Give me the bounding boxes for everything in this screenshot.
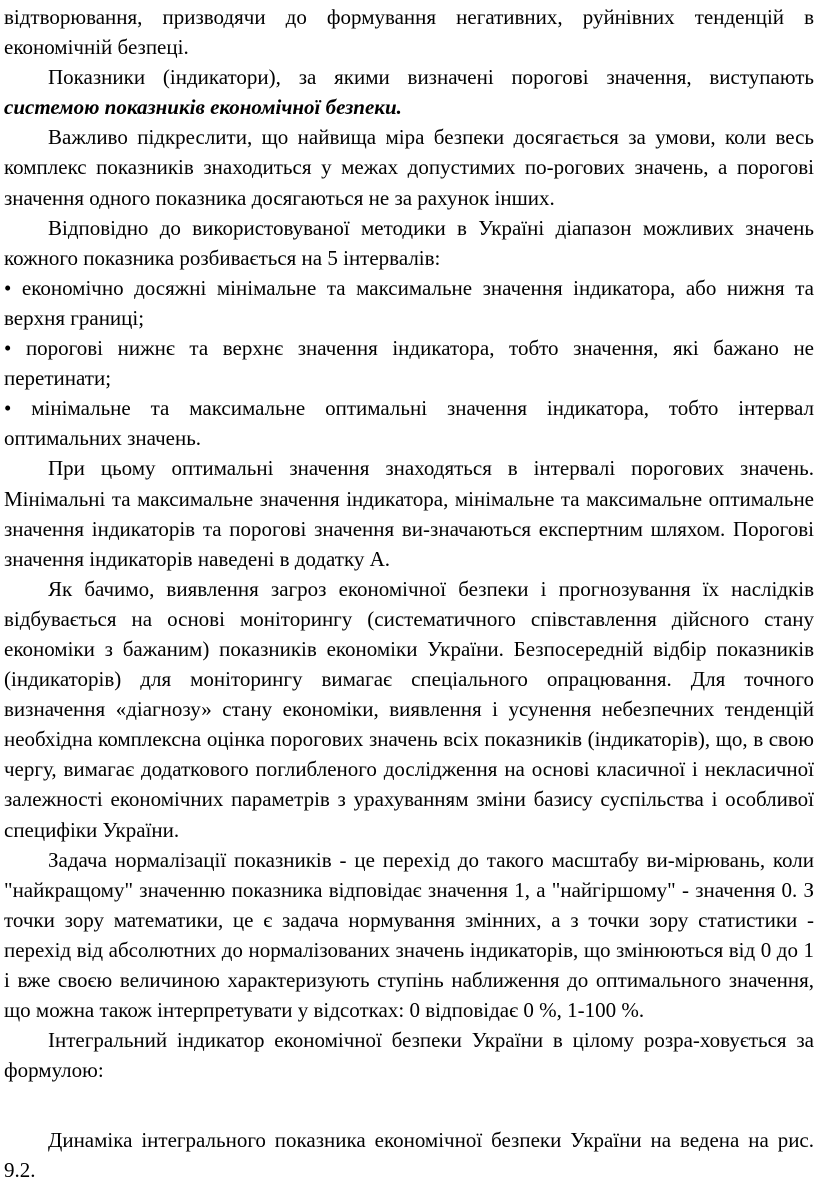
emphasized-term: системою показників економічної безпеки. — [4, 95, 402, 120]
paragraph-monitoring: Як бачимо, виявлення загроз економічної безпеки і прогнозування їх наслідків відбувається на основі моніторингу (систематичного співставлення дійсного стану економіки з бажаним) показників економіки України. Безпосередній відбір показників (індикаторів) для моніторингу вимагає спеціального опрацювання. Для точного визначення «діагнозу» стану економіки, виявлення і усунення небезпечних тенденцій необхідна комплексна оцінка порогових значень всіх показників (індикаторів), що, в свою чергу, вимагає додаткового поглибленого дослідження на основі класичної і некласичної залежності економічних параметрів з урахуванням зміни базису суспільства і особливої специфіки України. — [4, 576, 814, 842]
paragraph-methodology: Відповідно до використовуваної методики в Україні діапазон можливих значень кожного показника розбивається на 5 інтервалів: — [4, 215, 814, 270]
bullet-item-bounds: • економічно досяжні мінімальне та максимальне значення індикатора, або нижня та верхня границі; — [4, 275, 814, 330]
paragraph-security-level: Важливо підкреслити, що найвища міра безпеки досягається за умови, коли весь комплекс показників знаходиться у межах допустимих по-рогових значень, а порогові значення одного показника досягаються не за рахунок інших. — [4, 125, 814, 210]
paragraph-optimal-values: При цьому оптимальні значення знаходяться в інтервалі порогових значень. Мінімальні та максимальне значення індикатора, мінімальне та максимальне оптимальне значення індикаторів та порогові значення ви-значаються експертним шляхом. Порогові значення індикаторів наведені в додатку А. — [4, 456, 814, 571]
bullet-item-thresholds: • порогові нижнє та верхнє значення індикатора, тобто значення, які бажано не перетинати; — [4, 336, 814, 391]
paragraph-text: Показники (індикатори), за якими визначені порогові значення, виступають — [48, 65, 814, 90]
bullet-item-optimal: • мінімальне та максимальне оптимальні значення індикатора, тобто інтервал оптимальних значень. — [4, 396, 814, 451]
paragraph-integral-indicator: Інтегральний індикатор економічної безпеки України в цілому розра-ховується за формулою: — [4, 1028, 814, 1083]
paragraph-dynamics: Динаміка інтегрального показника економічної безпеки України на ведена на рис. 9.2. — [4, 1128, 814, 1183]
paragraph-continuation: відтворювання, призводячи до формування негативних, руйнівних тенденцій в економічній безпеці. — [4, 5, 814, 60]
formula-space — [4, 1085, 814, 1125]
paragraph-normalization: Задача нормалізації показників - це перехід до такого масштабу ви-мірювань, коли "найкращому" значенню показника відповідає значення 1, а "найгіршому" - значення 0. З точки зору математики, це є задача нормування змінних, а з точки зору статистики - перехід від абсолютних до нормалізованих значень індикаторів, що змінюються від 0 до 1 і вже своєю величиною характеризують ступінь наближення до оптимального значення, що можна також інтерпретувати у відсотках: 0 відповідає 0 %, 1-100 %. — [4, 847, 814, 1023]
document-page — [0, 2, 816, 1183]
paragraph-indicators-system — [4, 62, 814, 122]
